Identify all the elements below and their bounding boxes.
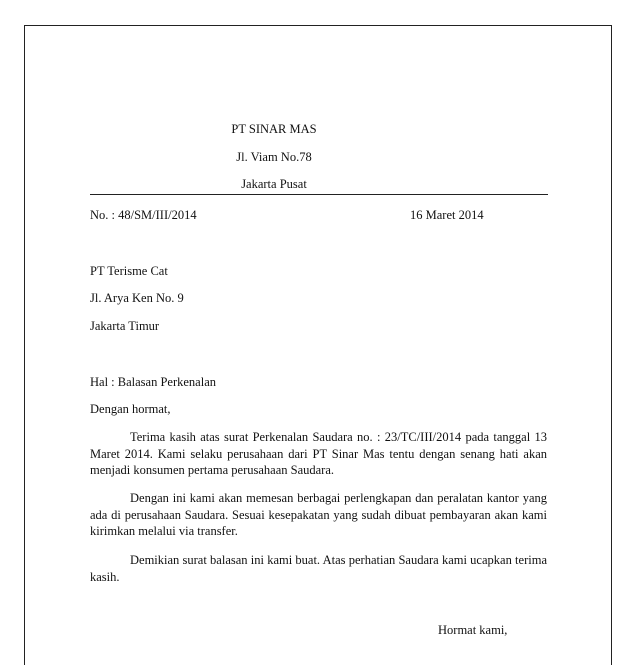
letter-date: 16 Maret 2014	[410, 208, 484, 222]
company-city: Jakarta Pusat	[241, 177, 307, 191]
company-name: PT SINAR MAS	[231, 122, 317, 136]
body-paragraph-3-text: Demikian surat balasan ini kami buat. Atas perhatian Saudara kami ucapkan terima kasih.	[90, 553, 547, 584]
recipient-street: Jl. Arya Ken No. 9	[90, 291, 184, 305]
body-paragraph-3	[90, 552, 547, 585]
reference-number: No. : 48/SM/III/2014	[90, 208, 197, 222]
recipient-name: PT Terisme Cat	[90, 264, 168, 278]
recipient-city: Jakarta Timur	[90, 319, 160, 333]
header-divider	[90, 194, 548, 195]
body-paragraph-1	[90, 429, 547, 479]
body-paragraph-1-text: Terima kasih atas surat Perkenalan Saudara no. : 23/TC/III/2014 pada tanggal 13 Maret 2014. Kami selaku perusahaan dari PT Sinar Mas tentu dengan senang hati akan menjadi konsumen pertama perusahaan Saudara.	[90, 430, 547, 477]
closing: Hormat kami,	[438, 623, 508, 637]
body-paragraph-2	[90, 490, 547, 540]
company-street: Jl. Viam No.78	[236, 150, 312, 164]
body-paragraph-2-text: Dengan ini kami akan memesan berbagai perlengkapan dan peralatan kantor yang ada di perusahaan Saudara. Sesuai kesepakatan yang sudah dibuat pembayaran akan kami kirimkan melalui via transfer.	[90, 491, 547, 538]
salutation: Dengan hormat,	[90, 402, 171, 416]
subject-line: Hal : Balasan Perkenalan	[90, 375, 216, 389]
